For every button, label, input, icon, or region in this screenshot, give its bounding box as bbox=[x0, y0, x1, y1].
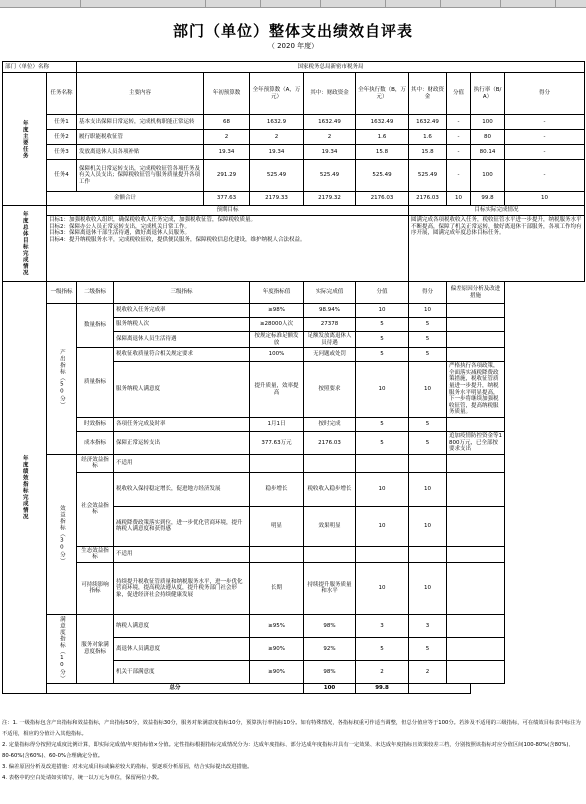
indicator-level3: 税收收入保持稳定增长，促进地方经济发展 bbox=[114, 472, 250, 506]
notes bbox=[2, 718, 582, 784]
indicator-remark bbox=[447, 304, 505, 318]
funds-total-label: 金额合计 bbox=[47, 192, 204, 206]
indicator-actual: 2176.03 bbox=[304, 431, 356, 454]
indicator-target: 稳步增长 bbox=[250, 472, 304, 506]
indicator-score-max bbox=[356, 454, 409, 472]
funds-header: 主要内容 bbox=[77, 73, 204, 115]
indicator-level3: 持续提升税收征管质量和纳税服务水平，进一步优化营商环境，提高税法遵从度，提升税务部门社会形象，促进经济社会持续健康发展 bbox=[114, 562, 250, 614]
indicator-remark bbox=[447, 562, 505, 614]
indicator-header: 三级指标 bbox=[114, 282, 250, 304]
indicator-level3: 保障离退休人员生活待遇 bbox=[114, 332, 250, 348]
funds-cell: 1632.49 bbox=[356, 115, 409, 130]
indicator-score: 5 bbox=[409, 318, 447, 332]
indicator-target: ≥28000人次 bbox=[250, 318, 304, 332]
indicator-header: 一级指标 bbox=[47, 282, 77, 304]
funds-cell: 履行职能税收征管 bbox=[77, 130, 204, 145]
indicator-score: 5 bbox=[409, 417, 447, 431]
note-line: 注：1. 一级指标包含产出指标和效益指标，产出指标50分，效益指标30分，服务对象满意度指标10分，预算执行率指标10分。如有特殊情况，各指标权重可作适当调整，但总分值应等于100分。若涉及不适用的三级指标，可在绩效目标表中标注为不适用，相应的分值计入其他指标。 bbox=[2, 720, 581, 737]
indicator-actual: 足额发放离退休人员待遇 bbox=[304, 332, 356, 348]
funds-cell: 1632.49 bbox=[409, 115, 447, 130]
indicator-level3: 保障正常运转支出 bbox=[114, 431, 250, 454]
actual-goal-header: 目标实际完成情况 bbox=[409, 206, 585, 216]
grand-total-score: 100 bbox=[304, 683, 356, 693]
indicator-score-max: 10 bbox=[356, 304, 409, 318]
funds-header: 分值 bbox=[447, 73, 471, 115]
indicator-remark bbox=[447, 660, 505, 683]
indicator-remark bbox=[447, 348, 505, 362]
indicator-score-max: 5 bbox=[356, 318, 409, 332]
funds-cell: 保障机关日常运转支出，完成税收征管各项任务及有关人员支出；保障税收征管与服务质量提升各项工作 bbox=[77, 160, 204, 192]
funds-cell: 80 bbox=[471, 130, 505, 145]
indicator-target: 1月1日 bbox=[250, 417, 304, 431]
indicator-actual bbox=[304, 546, 356, 562]
indicator-actual: 92% bbox=[304, 637, 356, 660]
indicator-level1: 效益指标（30分） bbox=[47, 454, 77, 614]
indicator-level2: 时效指标 bbox=[77, 417, 114, 431]
funds-total-value: 2176.03 bbox=[356, 192, 409, 206]
document-year: （ 2020 年度） bbox=[267, 42, 319, 50]
funds-header: 年初预算数 bbox=[204, 73, 250, 115]
indicator-score-max: 10 bbox=[356, 506, 409, 546]
funds-header: 其中：财政资金 bbox=[409, 73, 447, 115]
indicator-level2: 数量指标 bbox=[77, 304, 114, 348]
task-name: 任务3 bbox=[47, 145, 77, 160]
funds-cell: 1.6 bbox=[409, 130, 447, 145]
funds-cell: - bbox=[447, 145, 471, 160]
indicator-level3: 各项任务完成及时率 bbox=[114, 417, 250, 431]
funds-cell: 19.34 bbox=[304, 145, 356, 160]
funds-cell: 2 bbox=[304, 130, 356, 145]
indicator-header: 分值 bbox=[356, 282, 409, 304]
indicator-score-max: 5 bbox=[356, 332, 409, 348]
indicator-level2: 生态效益指标 bbox=[77, 546, 114, 562]
indicator-target: 100% bbox=[250, 348, 304, 362]
indicator-level2: 成本指标 bbox=[77, 431, 114, 454]
indicator-score: 5 bbox=[409, 637, 447, 660]
indicator-score-max: 10 bbox=[356, 562, 409, 614]
indicator-header: 二级指标 bbox=[77, 282, 114, 304]
indicator-score: 5 bbox=[409, 348, 447, 362]
indicator-remark bbox=[447, 472, 505, 506]
indicator-score: 5 bbox=[409, 332, 447, 348]
indicator-header: 年度指标值 bbox=[250, 282, 304, 304]
indicator-actual: 98% bbox=[304, 614, 356, 637]
note-line: 4. 表格中的空白处请如实填写，统一以万元为单位，保留两位小数。 bbox=[2, 775, 163, 781]
indicator-score: 10 bbox=[409, 472, 447, 506]
indicator-actual: 税收收入稳步增长 bbox=[304, 472, 356, 506]
funds-cell: 2 bbox=[204, 130, 250, 145]
indicator-score-max: 10 bbox=[356, 362, 409, 418]
indicator-level2: 质量指标 bbox=[77, 348, 114, 418]
grand-total-got: 99.8 bbox=[356, 683, 409, 693]
indicator-remark bbox=[447, 417, 505, 431]
indicator-score-max: 5 bbox=[356, 417, 409, 431]
task-name: 任务4 bbox=[47, 160, 77, 192]
expected-goal-text: 目标1：加强税收收入组织，确保税收收入任务完成，加强税收征管，保障税收质量。 目标2：保障办公人员正常运转支出，完成机关日常工作。 目标3：保障离退休干部生活待遇，做好离退休人员服务。 目标4：提升纳税服务水平，完成税收征收，提供便民服务，保障税收信息化建设，维护纳税人合法权益。 bbox=[47, 216, 409, 282]
indicator-actual: 98.94% bbox=[304, 304, 356, 318]
indicator-level1: 产出指标（50分） bbox=[47, 304, 77, 455]
indicator-actual: 按时完成 bbox=[304, 417, 356, 431]
funds-cell: - bbox=[505, 115, 585, 130]
funds-total-value: 10 bbox=[505, 192, 585, 206]
funds-cell: 100 bbox=[471, 160, 505, 192]
indicator-header: 得分 bbox=[409, 282, 447, 304]
indicator-target bbox=[250, 454, 304, 472]
funds-cell: 1.6 bbox=[356, 130, 409, 145]
funds-cell: - bbox=[505, 160, 585, 192]
funds-cell: 19.34 bbox=[204, 145, 250, 160]
indicator-remark bbox=[447, 614, 505, 637]
funds-cell: 基本支出保障日常运转，完成机构职能正常运转 bbox=[77, 115, 204, 130]
funds-cell: 525.49 bbox=[304, 160, 356, 192]
indicator-score: 10 bbox=[409, 362, 447, 418]
funds-cell: - bbox=[447, 130, 471, 145]
spreadsheet-header-strip bbox=[0, 0, 586, 8]
funds-cell: 525.49 bbox=[356, 160, 409, 192]
indicator-actual: 效果明显 bbox=[304, 506, 356, 546]
indicator-target: 长期 bbox=[250, 562, 304, 614]
indicator-score-max bbox=[356, 546, 409, 562]
indicator-level2: 经济效益指标 bbox=[77, 454, 114, 472]
expected-goal-header: 预期目标 bbox=[47, 206, 409, 216]
funds-cell: 2 bbox=[250, 130, 304, 145]
indicator-target: 提升质量，效率提高 bbox=[250, 362, 304, 418]
indicator-remark bbox=[447, 506, 505, 546]
funds-total-value: 2179.32 bbox=[304, 192, 356, 206]
funds-cell: 1632.9 bbox=[250, 115, 304, 130]
indicator-score-max: 5 bbox=[356, 431, 409, 454]
indicator-level3: 减税降费政策落实到位，进一步优化营商环境，提升纳税人满意度和获得感 bbox=[114, 506, 250, 546]
indicator-score bbox=[409, 454, 447, 472]
task-name: 任务1 bbox=[47, 115, 77, 130]
funds-cell: 1632.49 bbox=[304, 115, 356, 130]
funds-cell: 68 bbox=[204, 115, 250, 130]
indicator-level3: 不适用 bbox=[114, 454, 250, 472]
indicator-level2: 服务对象满意度指标 bbox=[77, 614, 114, 683]
indicator-target: ≥98% bbox=[250, 304, 304, 318]
evaluation-table bbox=[2, 61, 585, 694]
funds-section-label: 年度主要任务 bbox=[3, 73, 47, 206]
funds-total-value: 10 bbox=[447, 192, 471, 206]
funds-header: 执行率（B/A） bbox=[471, 73, 505, 115]
indicator-remark bbox=[447, 546, 505, 562]
funds-header: 全年预算数（A，万元） bbox=[250, 73, 304, 115]
indicator-score-max: 2 bbox=[356, 660, 409, 683]
funds-cell: - bbox=[505, 145, 585, 160]
indicator-target: 按规定标准足额发放 bbox=[250, 332, 304, 348]
funds-header: 得分 bbox=[505, 73, 585, 115]
grand-total-label: 总分 bbox=[47, 683, 304, 693]
indicator-remark bbox=[447, 637, 505, 660]
indicator-level3: 税收征收质量符合相关规定要求 bbox=[114, 348, 250, 362]
indicator-level1: 满意度指标（10分） bbox=[47, 614, 77, 683]
indicator-target bbox=[250, 546, 304, 562]
indicator-level3: 税收收入任务完成率 bbox=[114, 304, 250, 318]
indicator-remark bbox=[447, 318, 505, 332]
funds-total-value: 377.63 bbox=[204, 192, 250, 206]
funds-cell: 15.8 bbox=[409, 145, 447, 160]
funds-total-value: 2176.03 bbox=[409, 192, 447, 206]
grand-total-blank bbox=[409, 683, 471, 693]
indicator-level2: 社会效益指标 bbox=[77, 472, 114, 546]
goals-section-label: 年度总体目标完成情况 bbox=[3, 206, 47, 282]
indicator-remark: 追加疫情防控资金等1800万元，已全部按要求支出 bbox=[447, 431, 505, 454]
indicator-score: 10 bbox=[409, 304, 447, 318]
note-line: 2. 定量指标得分按照完成度比例计算，即实际完成值/年度指标值×分值。定性指标根据指标完成情况分为：达成年度指标、部分达成年度指标并具有一定效果、未达成年度指标且效果较差三档，分别按照该指标对应分值区间100-80%(含80%)、80-60%(含60%)、60-0%合理确定分值。 bbox=[2, 742, 574, 759]
indicator-target: ≥90% bbox=[250, 637, 304, 660]
funds-total-value: 2179.33 bbox=[250, 192, 304, 206]
indicator-remark bbox=[447, 332, 505, 348]
funds-header: 任务名称 bbox=[47, 73, 77, 115]
funds-cell: 100 bbox=[471, 115, 505, 130]
funds-header: 全年执行数（B，万元） bbox=[356, 73, 409, 115]
indicator-header: 实际完成值 bbox=[304, 282, 356, 304]
funds-cell: - bbox=[505, 130, 585, 145]
indicator-level2: 可持续影响指标 bbox=[77, 562, 114, 614]
indicator-target: 377.63万元 bbox=[250, 431, 304, 454]
funds-total-value: 99.8 bbox=[471, 192, 505, 206]
indicator-level3: 机关干部满意度 bbox=[114, 660, 250, 683]
funds-cell: 80.14 bbox=[471, 145, 505, 160]
indicator-actual: 无问题或处罚 bbox=[304, 348, 356, 362]
indicator-level3: 服务纳税人次 bbox=[114, 318, 250, 332]
funds-cell: - bbox=[447, 115, 471, 130]
indicator-score-max: 10 bbox=[356, 472, 409, 506]
unit-name: 国家税务总局新密市税务局 bbox=[77, 62, 585, 73]
indicator-remark bbox=[447, 454, 505, 472]
funds-cell: 525.49 bbox=[409, 160, 447, 192]
actual-goal-text: 圆满完成各项税收收入任务，税收征管水平进一步提升，纳税服务水平不断提高，保障了机关正常运转，做好离退休干部服务，各项工作均有序开展，圆满完成年度总体目标任务。 bbox=[409, 216, 585, 282]
indicator-actual: 98% bbox=[304, 660, 356, 683]
indicator-score: 5 bbox=[409, 431, 447, 454]
document-title: 部门（单位）整体支出绩效自评表 bbox=[172, 22, 413, 40]
task-name: 任务2 bbox=[47, 130, 77, 145]
indicator-level3: 纳税人满意度 bbox=[114, 614, 250, 637]
indicator-score-max: 5 bbox=[356, 348, 409, 362]
funds-cell: 发放离退休人员各项补贴 bbox=[77, 145, 204, 160]
indicator-actual: 27378 bbox=[304, 318, 356, 332]
indicator-header: 偏差原因分析及改进措施 bbox=[447, 282, 505, 304]
indicator-actual bbox=[304, 454, 356, 472]
indicator-target: ≥90% bbox=[250, 660, 304, 683]
indicator-remark: 严格执行各项政策，全面落实减税降费政策措施，税收征管质量进一步提升，纳税服务水平明显提高，下一步将继续加强税收征管，提高纳税服务质量。 bbox=[447, 362, 505, 418]
indicator-actual: 持续提升服务质量和水平 bbox=[304, 562, 356, 614]
indicators-section-label: 年度绩效指标完成情况 bbox=[3, 282, 47, 694]
funds-header: 其中：财政资金 bbox=[304, 73, 356, 115]
unit-label: 部门（单位）名称 bbox=[3, 62, 77, 73]
funds-cell: 15.8 bbox=[356, 145, 409, 160]
indicator-score-max: 3 bbox=[356, 614, 409, 637]
indicator-level3: 不适用 bbox=[114, 546, 250, 562]
indicator-score: 10 bbox=[409, 562, 447, 614]
indicator-level3: 离退休人员满意度 bbox=[114, 637, 250, 660]
note-line: 3. 偏差原因分析及改进措施：对未完成目标或偏差较大的指标，要逐项分析原因，结合实际提出改进措施。 bbox=[2, 764, 253, 770]
funds-cell: - bbox=[447, 160, 471, 192]
funds-cell: 19.34 bbox=[250, 145, 304, 160]
indicator-actual: 按照要求 bbox=[304, 362, 356, 418]
indicator-target: ≥95% bbox=[250, 614, 304, 637]
funds-cell: 525.49 bbox=[250, 160, 304, 192]
indicator-score: 10 bbox=[409, 506, 447, 546]
indicator-score bbox=[409, 546, 447, 562]
indicator-score: 2 bbox=[409, 660, 447, 683]
indicator-score-max: 5 bbox=[356, 637, 409, 660]
indicator-target: 明显 bbox=[250, 506, 304, 546]
funds-cell: 291.29 bbox=[204, 160, 250, 192]
indicator-score: 3 bbox=[409, 614, 447, 637]
indicator-level3: 服务纳税人满意度 bbox=[114, 362, 250, 418]
